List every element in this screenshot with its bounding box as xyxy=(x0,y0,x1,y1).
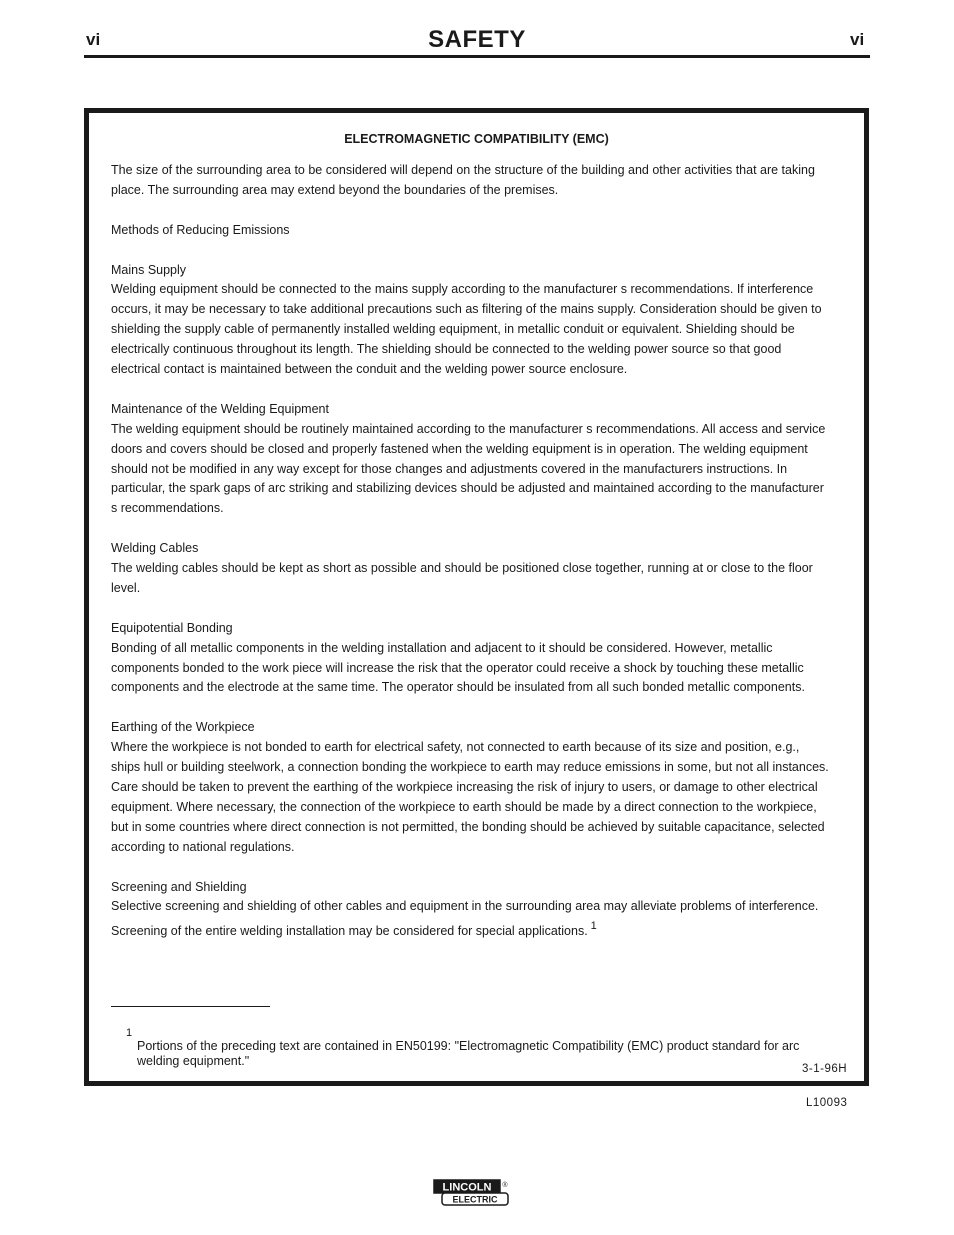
mains-supply-text: Welding equipment should be connected to the mains supply according to the manufacturer s recommendations. If interference occurs, it may be necessary to take additional precautions such as filtering of the mains supply. Consideration should be given to shielding the supply cable of permanently installed welding equipment, in metallic conduit or equivalent. Shielding should be electrically continuous throughout its length. The shielding should be connected to the welding power source so that good electrical contact is maintained between the conduit and the welding power source enclosure. xyxy=(111,282,822,377)
maintenance-title: Maintenance of the Welding Equipment xyxy=(111,401,329,416)
methods-heading: Methods of Reducing Emissions xyxy=(111,222,290,237)
footnote-text: Portions of the preceding text are contained in EN50199: "Electromagnetic Compatibility (EMC) product standard for arc welding equipment." xyxy=(137,1039,800,1068)
bonding-text: Bonding of all metallic components in the welding installation and adjacent to it should be considered. However, metallic components bonded to the work piece will increase the risk that the operator could receive a shock by touching these metallic components and the electrode at the same time. The operator should be insulated from all such bonded metallic components. xyxy=(111,640,805,695)
section-body xyxy=(111,161,831,962)
bonding-title: Equipotential Bonding xyxy=(111,620,233,635)
maintenance-block xyxy=(111,400,831,519)
screening-block xyxy=(111,878,831,943)
footnote-marker: 1 xyxy=(126,1027,133,1039)
mains-supply-title: Mains Supply xyxy=(111,262,187,277)
maintenance-text: The welding equipment should be routinely maintained according to the manufacturer s recommendations. All access and service doors and covers should be closed and properly fastened when the welding equipment is in operation. The welding equipment should not be modified in any way except for those changes and adjustments covered in the manufacturers instructions. In particular, the spark gaps of arc striking and stabilizing devices should be adjusted and maintained according to the manufacturer s recommendations. xyxy=(111,421,826,516)
earthing-block xyxy=(111,718,831,857)
page-number-right: vi xyxy=(850,30,865,49)
page-title: SAFETY xyxy=(428,26,526,53)
emc-frame xyxy=(84,108,869,1086)
mains-supply-block xyxy=(111,261,831,380)
document-code: L10093 xyxy=(806,1097,848,1109)
logo-top-text: LINCOLN xyxy=(442,1181,492,1194)
footnote-reference: 1 xyxy=(590,920,597,933)
screening-text: Selective screening and shielding of other cables and equipment in the surrounding area may alleviate problems of interference. Screening of the entire welding installation may be considered for special applications. xyxy=(111,899,819,939)
header-rule xyxy=(84,55,870,58)
lincoln-electric-logo xyxy=(433,1179,511,1207)
welding-cables-text: The welding cables should be kept as short as possible and should be positioned close together, running at or close to the floor level. xyxy=(111,561,813,595)
section-heading: ELECTROMAGNETIC COMPATIBILITY (EMC) xyxy=(344,132,609,146)
footnote-rule xyxy=(111,1006,270,1007)
screening-title: Screening and Shielding xyxy=(111,879,247,894)
page-number-left: vi xyxy=(86,30,101,49)
intro-paragraph: The size of the surrounding area to be considered will depend on the structure of the building and other activities that are taking place. The surrounding area may extend beyond the boundaries of the premises. xyxy=(111,163,815,197)
earthing-text: Where the workpiece is not bonded to earth for electrical safety, not connected to earth because of its size and position, e.g., ships hull or building steelwork, a connection bonding the workpiece to earth may reduce emissions in some, but not all instances. Care should be taken to prevent the earthing of the workpiece increasing the risk of injury to users, or damage to other electrical equipment. Where necessary, the connection of the workpiece to earth should be made by a direct connection to the workpiece, but in some countries where direct connection is not permitted, the bonding should be achieved by suitable capacitance, selected according to national regulations. xyxy=(111,740,829,854)
logo-registered-mark: ® xyxy=(502,1182,508,1189)
welding-cables-block xyxy=(111,539,831,599)
logo-bottom-text: ELECTRIC xyxy=(452,1194,498,1205)
revision-code: 3-1-96H xyxy=(802,1063,848,1075)
welding-cables-title: Welding Cables xyxy=(111,541,199,556)
earthing-title: Earthing of the Workpiece xyxy=(111,720,255,735)
bonding-block xyxy=(111,619,831,699)
